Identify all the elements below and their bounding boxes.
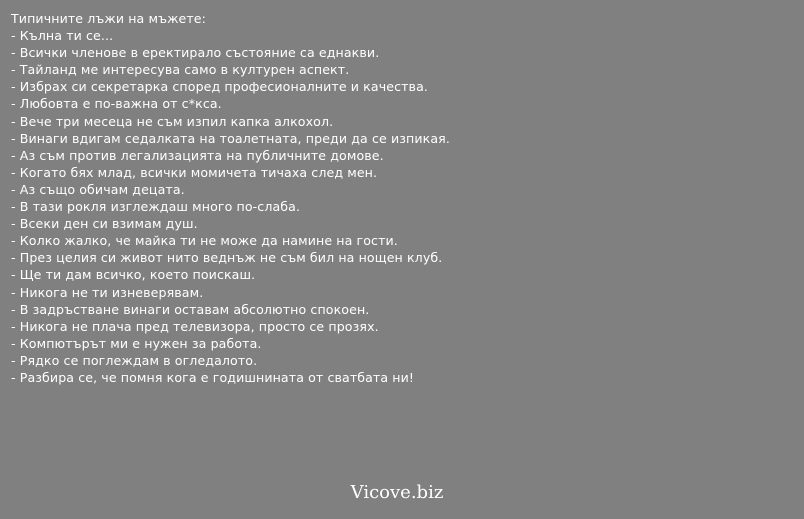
joke-line: - Когато бях млад, всички момичета тичаха след мен. <box>11 164 378 180</box>
joke-line: - Винаги вдигам седалката на тоалетната, преди да се изпикая. <box>11 130 450 146</box>
joke-line: - Никога не плача пред телевизора, просто се прозях. <box>11 318 379 334</box>
joke-line: - Тайланд ме интересува само в културен аспект. <box>11 62 350 78</box>
joke-line: - Избрах си секретарка според професионалните и качества. <box>11 79 428 95</box>
joke-line: - В тази рокля изглеждаш много по-слаба. <box>11 199 301 215</box>
joke-line: - Ще ти дам всичко, което поискаш. <box>11 267 256 283</box>
joke-line: - През целия си живот нито веднъж не съм бил на нощен клуб. <box>11 250 443 266</box>
joke-line: - Кълна ти се... <box>11 28 114 44</box>
joke-line: - Никога не ти изневерявам. <box>11 284 204 300</box>
joke-text-block <box>11 10 791 386</box>
joke-line: - Всеки ден си взимам душ. <box>11 216 198 232</box>
joke-line: - Разбира се, че помня кога е годишнината от сватбата ни! <box>11 369 415 385</box>
joke-line: - Компютърът ми е нужен за работа. <box>11 335 262 351</box>
joke-line: - Аз също обичам децата. <box>11 181 185 197</box>
joke-line: - Аз съм против легализацията на публичните домове. <box>11 147 384 163</box>
joke-line: - Вече три месеца не съм изпил капка алкохол. <box>11 113 334 129</box>
joke-line: - Любовта е по-важна от с*кса. <box>11 96 222 112</box>
joke-line: - Рядко се поглеждам в огледалото. <box>11 352 258 368</box>
joke-line: - Всички членове в еректирало състояние са еднакви. <box>11 45 380 61</box>
joke-line: - Колко жалко, че майка ти не може да намине на гости. <box>11 233 398 249</box>
watermark-text: Vicove.biz <box>350 482 444 503</box>
joke-line: - В задръстване винаги оставам абсолютно спокоен. <box>11 301 370 317</box>
joke-title: Типичните лъжи на мъжете: <box>11 11 206 26</box>
